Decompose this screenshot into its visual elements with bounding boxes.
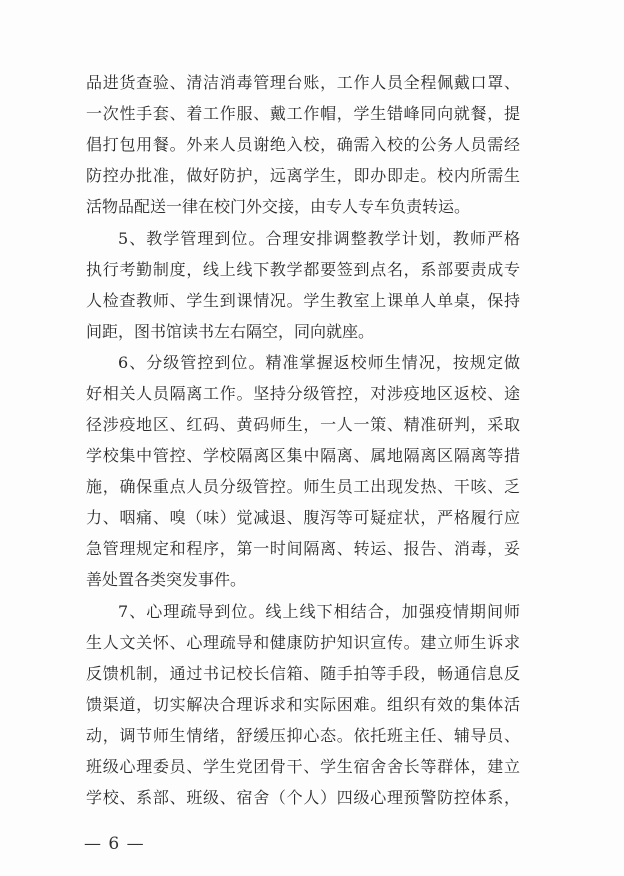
text-line: 防控办批准，做好防护，远离学生，即办即走。校内所需生 [86, 166, 520, 185]
text-line: 班级心理委员、学生党团骨干、学生宿舍舍长等群体，建立 [86, 757, 520, 776]
text-line: 倡打包用餐。外来人员谢绝入校，确需入校的公务人员需经 [86, 135, 520, 154]
text-line: 反馈机制，通过书记校长信箱、随手拍等手段，畅通信息反 [86, 664, 520, 683]
text-line: 学校、系部、班级、宿舍（个人）四级心理预警防控体系， [86, 788, 520, 807]
paragraph-heading-line: 5、教学管理到位。合理安排调整教学计划，教师严格 [118, 229, 520, 248]
text-line: 急管理规定和程序，第一时间隔离、转运、报告、消毒，妥 [86, 539, 520, 558]
text-line: 品进货查验、清洁消毒管理台账，工作人员全程佩戴口罩、 [86, 73, 520, 92]
text-line: 人检查教师、学生到课情况。学生教室上课单人单桌，保持 [86, 291, 520, 310]
text-line: 生人文关怀、心理疏导和健康防护知识宣传。建立师生诉求 [86, 633, 520, 652]
text-line: 馈渠道，切实解决合理诉求和实际困难。组织有效的集体活 [86, 695, 520, 714]
text-line: 动，调节师生情绪，舒缓压抑心态。依托班主任、辅导员、 [86, 726, 520, 745]
text-line: 学校集中管控、学校隔离区集中隔离、属地隔离区隔离等措 [86, 446, 520, 465]
text-line: 力、咽痛、嗅（味）觉减退、腹泻等可疑症状，严格履行应 [86, 508, 520, 527]
text-line: 活物品配送一律在校门外交接，由专人专车负责转运。 [86, 197, 471, 216]
text-line: 间距，图书馆读书左右隔空，同向就座。 [86, 322, 375, 341]
page-number: — 6 — [84, 834, 145, 854]
text-line: 径涉疫地区、红码、黄码师生，一人一策、精准研判，采取 [86, 415, 520, 434]
text-line: 一次性手套、着工作服、戴工作帽，学生错峰同向就餐，提 [86, 104, 520, 123]
paragraph-heading-line: 6、分级管控到位。精准掌握返校师生情况，按规定做 [118, 353, 520, 372]
text-line: 善处置各类突发事件。 [86, 570, 247, 589]
paragraph-heading-line: 7、心理疏导到位。线上线下相结合，加强疫情期间师 [118, 602, 520, 621]
text-line: 好相关人员隔离工作。坚持分级管控，对涉疫地区返校、途 [86, 384, 520, 403]
text-line: 执行考勤制度，线上线下教学都要签到点名，系部要责成专 [86, 260, 520, 279]
text-line: 施，确保重点人员分级管控。师生员工出现发热、干咳、乏 [86, 477, 520, 496]
